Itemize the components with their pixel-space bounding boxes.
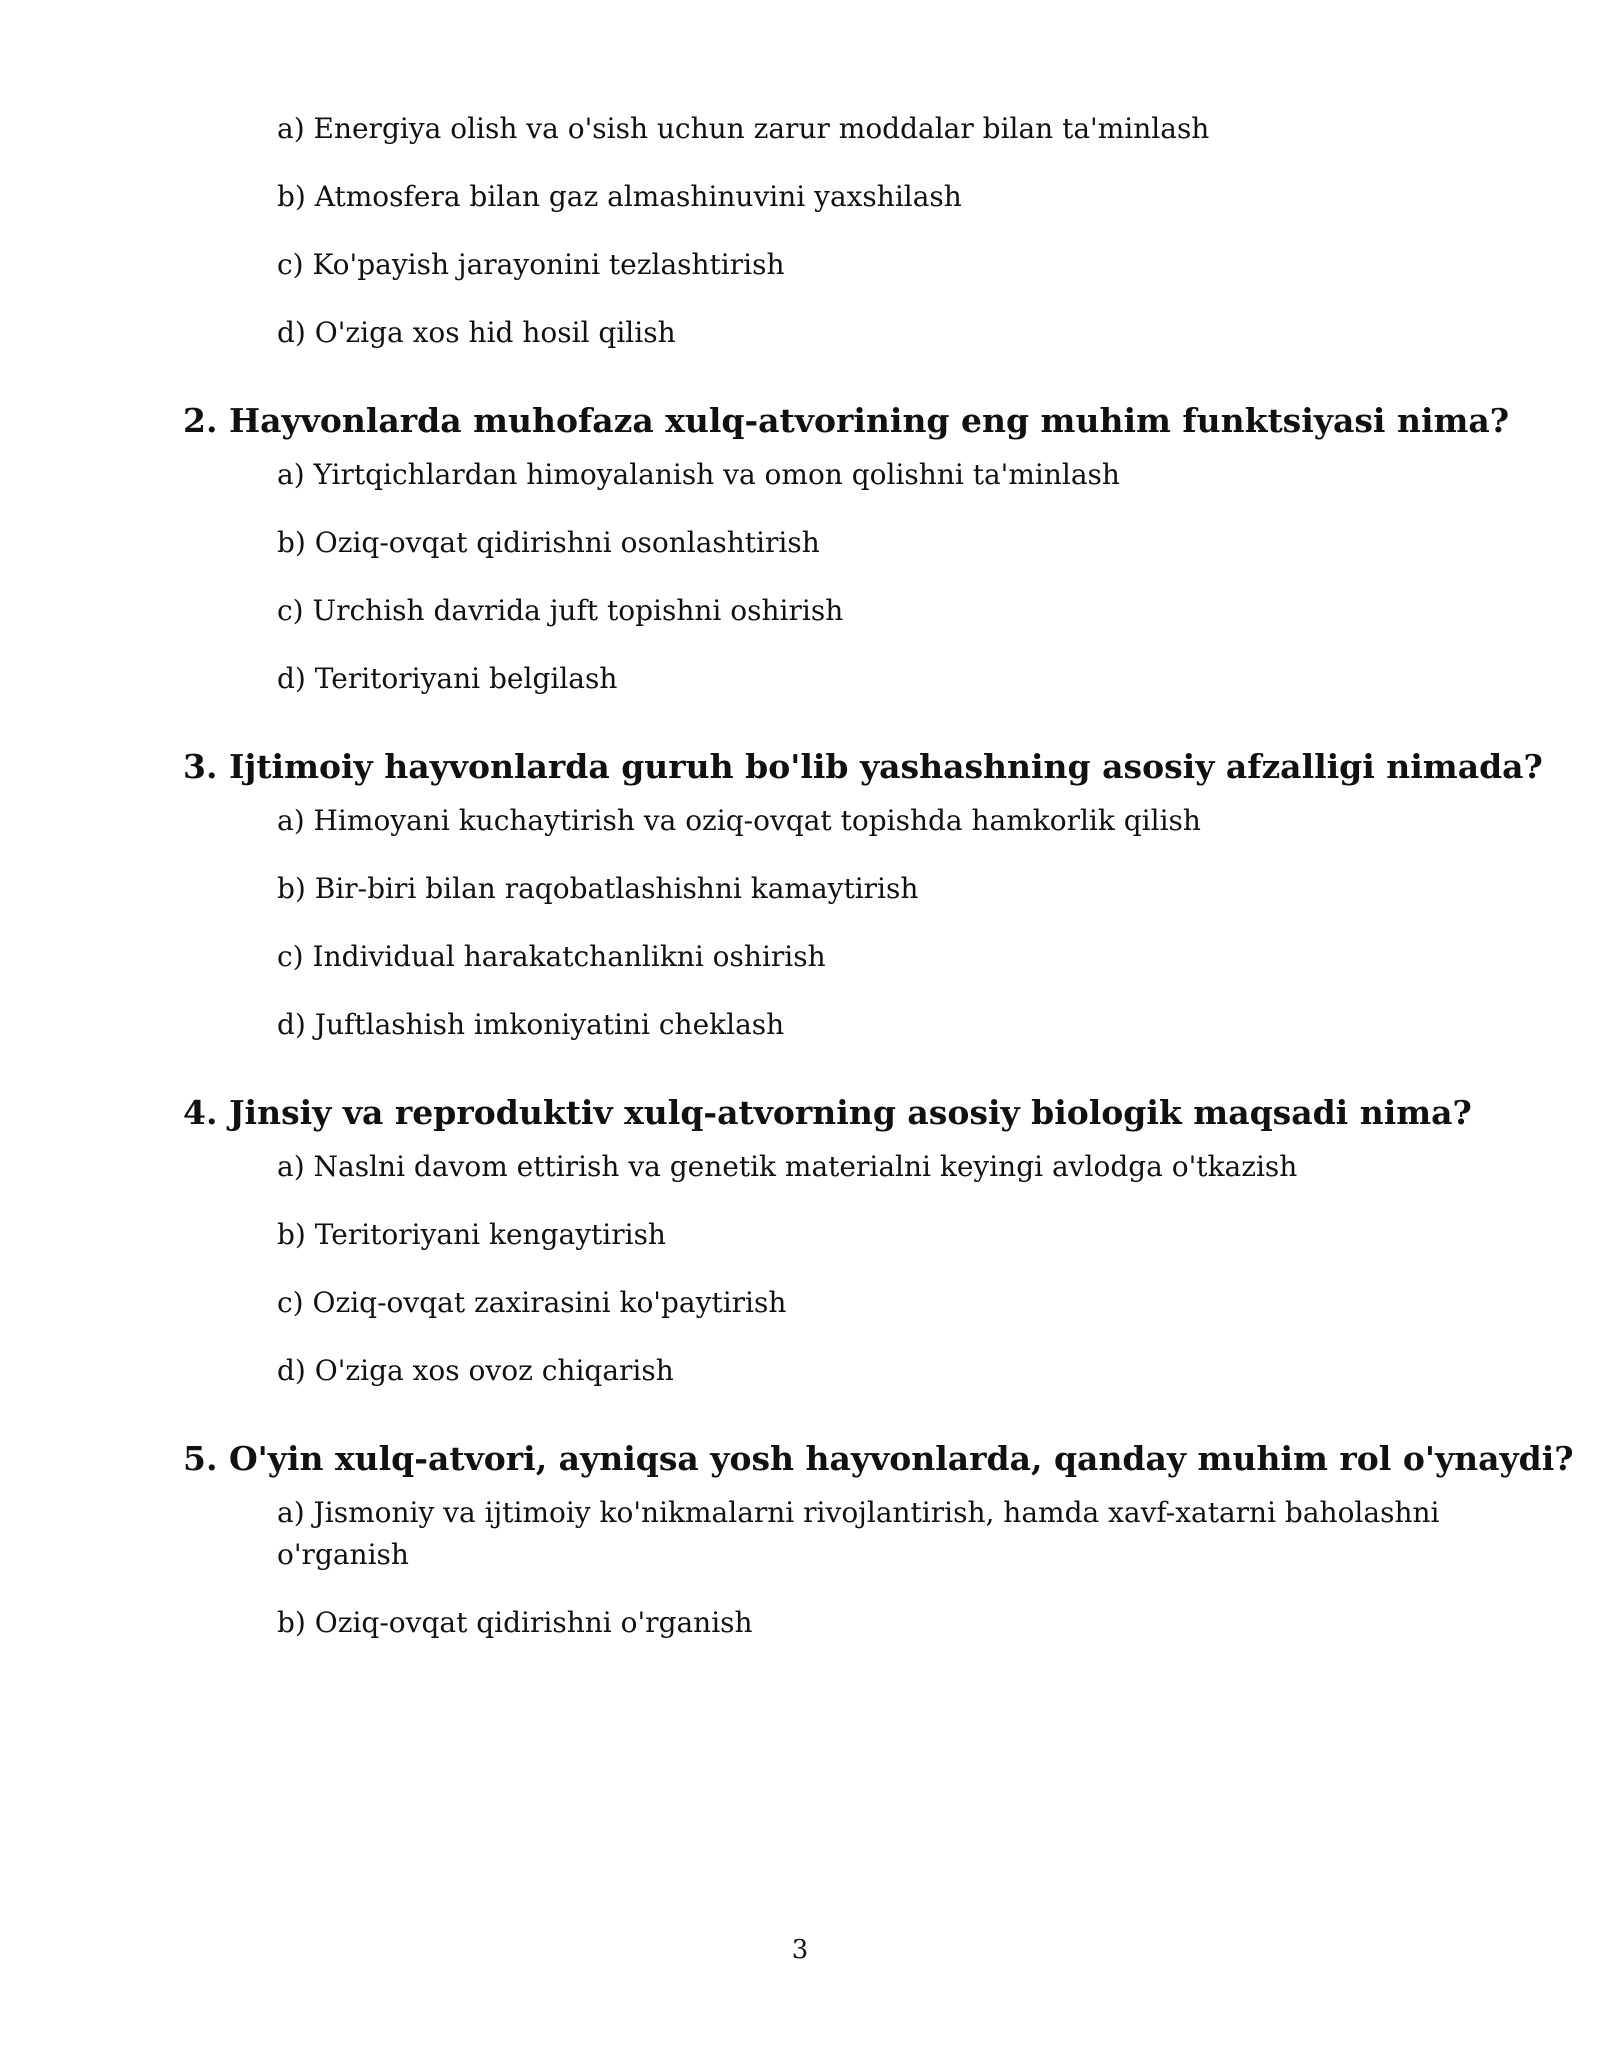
question-3 bbox=[183, 744, 1543, 1046]
question-4 bbox=[183, 1090, 1472, 1392]
option-3d: d) Juftlashish imkoniyatini cheklash bbox=[277, 1008, 785, 1041]
option-1c: c) Ko'payish jarayonini tezlashtirish bbox=[277, 248, 785, 281]
option-4d: d) O'ziga xos ovoz chiqarish bbox=[277, 1354, 674, 1387]
question-5 bbox=[183, 1436, 1574, 1644]
option-4a: a) Naslni davom ettirish va genetik materialni keyingi avlodga o'tkazish bbox=[277, 1150, 1298, 1183]
option-2d: d) Teritoriyani belgilash bbox=[277, 662, 618, 695]
quiz-content bbox=[183, 108, 1574, 1688]
question-3-title: 3. Ijtimoiy hayvonlarda guruh bo'lib yashashning asosiy afzalligi nimada? bbox=[183, 747, 1543, 786]
option-4b: b) Teritoriyani kengaytirish bbox=[277, 1218, 666, 1251]
question-4-title: 4. Jinsiy va reproduktiv xulq-atvorning asosiy biologik maqsadi nima? bbox=[183, 1093, 1472, 1132]
option-5b: b) Oziq-ovqat qidirishni o'rganish bbox=[277, 1606, 753, 1639]
question-3-options bbox=[183, 800, 1443, 1046]
question-1-options bbox=[183, 108, 1443, 354]
option-2a: a) Yirtqichlardan himoyalanish va omon qolishni ta'minlash bbox=[277, 458, 1120, 491]
option-5a: a) Jismoniy va ijtimoiy ko'nikmalarni rivojlantirish, hamda xavf-xatarni baholashni o'rganish bbox=[277, 1496, 1440, 1571]
option-3b: b) Bir-biri bilan raqobatlashishni kamaytirish bbox=[277, 872, 919, 905]
question-5-title: 5. O'yin xulq-atvori, ayniqsa yosh hayvonlarda, qanday muhim rol o'ynaydi? bbox=[183, 1439, 1574, 1478]
option-1b: b) Atmosfera bilan gaz almashinuvini yaxshilash bbox=[277, 180, 962, 213]
question-2-options bbox=[183, 454, 1443, 700]
question-1-options-block bbox=[183, 108, 1443, 354]
option-3a: a) Himoyani kuchaytirish va oziq-ovqat topishda hamkorlik qilish bbox=[277, 804, 1201, 837]
question-5-options bbox=[183, 1492, 1443, 1644]
option-1d: d) O'ziga xos hid hosil qilish bbox=[277, 316, 676, 349]
question-2 bbox=[183, 398, 1510, 700]
option-2c: c) Urchish davrida juft topishni oshirish bbox=[277, 594, 844, 627]
question-2-title: 2. Hayvonlarda muhofaza xulq-atvorining eng muhim funktsiyasi nima? bbox=[183, 401, 1510, 440]
question-4-options bbox=[183, 1146, 1443, 1392]
option-3c: c) Individual harakatchanlikni oshirish bbox=[277, 940, 826, 973]
page-number: 3 bbox=[791, 1935, 809, 1965]
option-1a: a) Energiya olish va o'sish uchun zarur moddalar bilan ta'minlash bbox=[277, 112, 1210, 145]
option-2b: b) Oziq-ovqat qidirishni osonlashtirish bbox=[277, 526, 820, 559]
option-4c: c) Oziq-ovqat zaxirasini ko'paytirish bbox=[277, 1286, 787, 1319]
